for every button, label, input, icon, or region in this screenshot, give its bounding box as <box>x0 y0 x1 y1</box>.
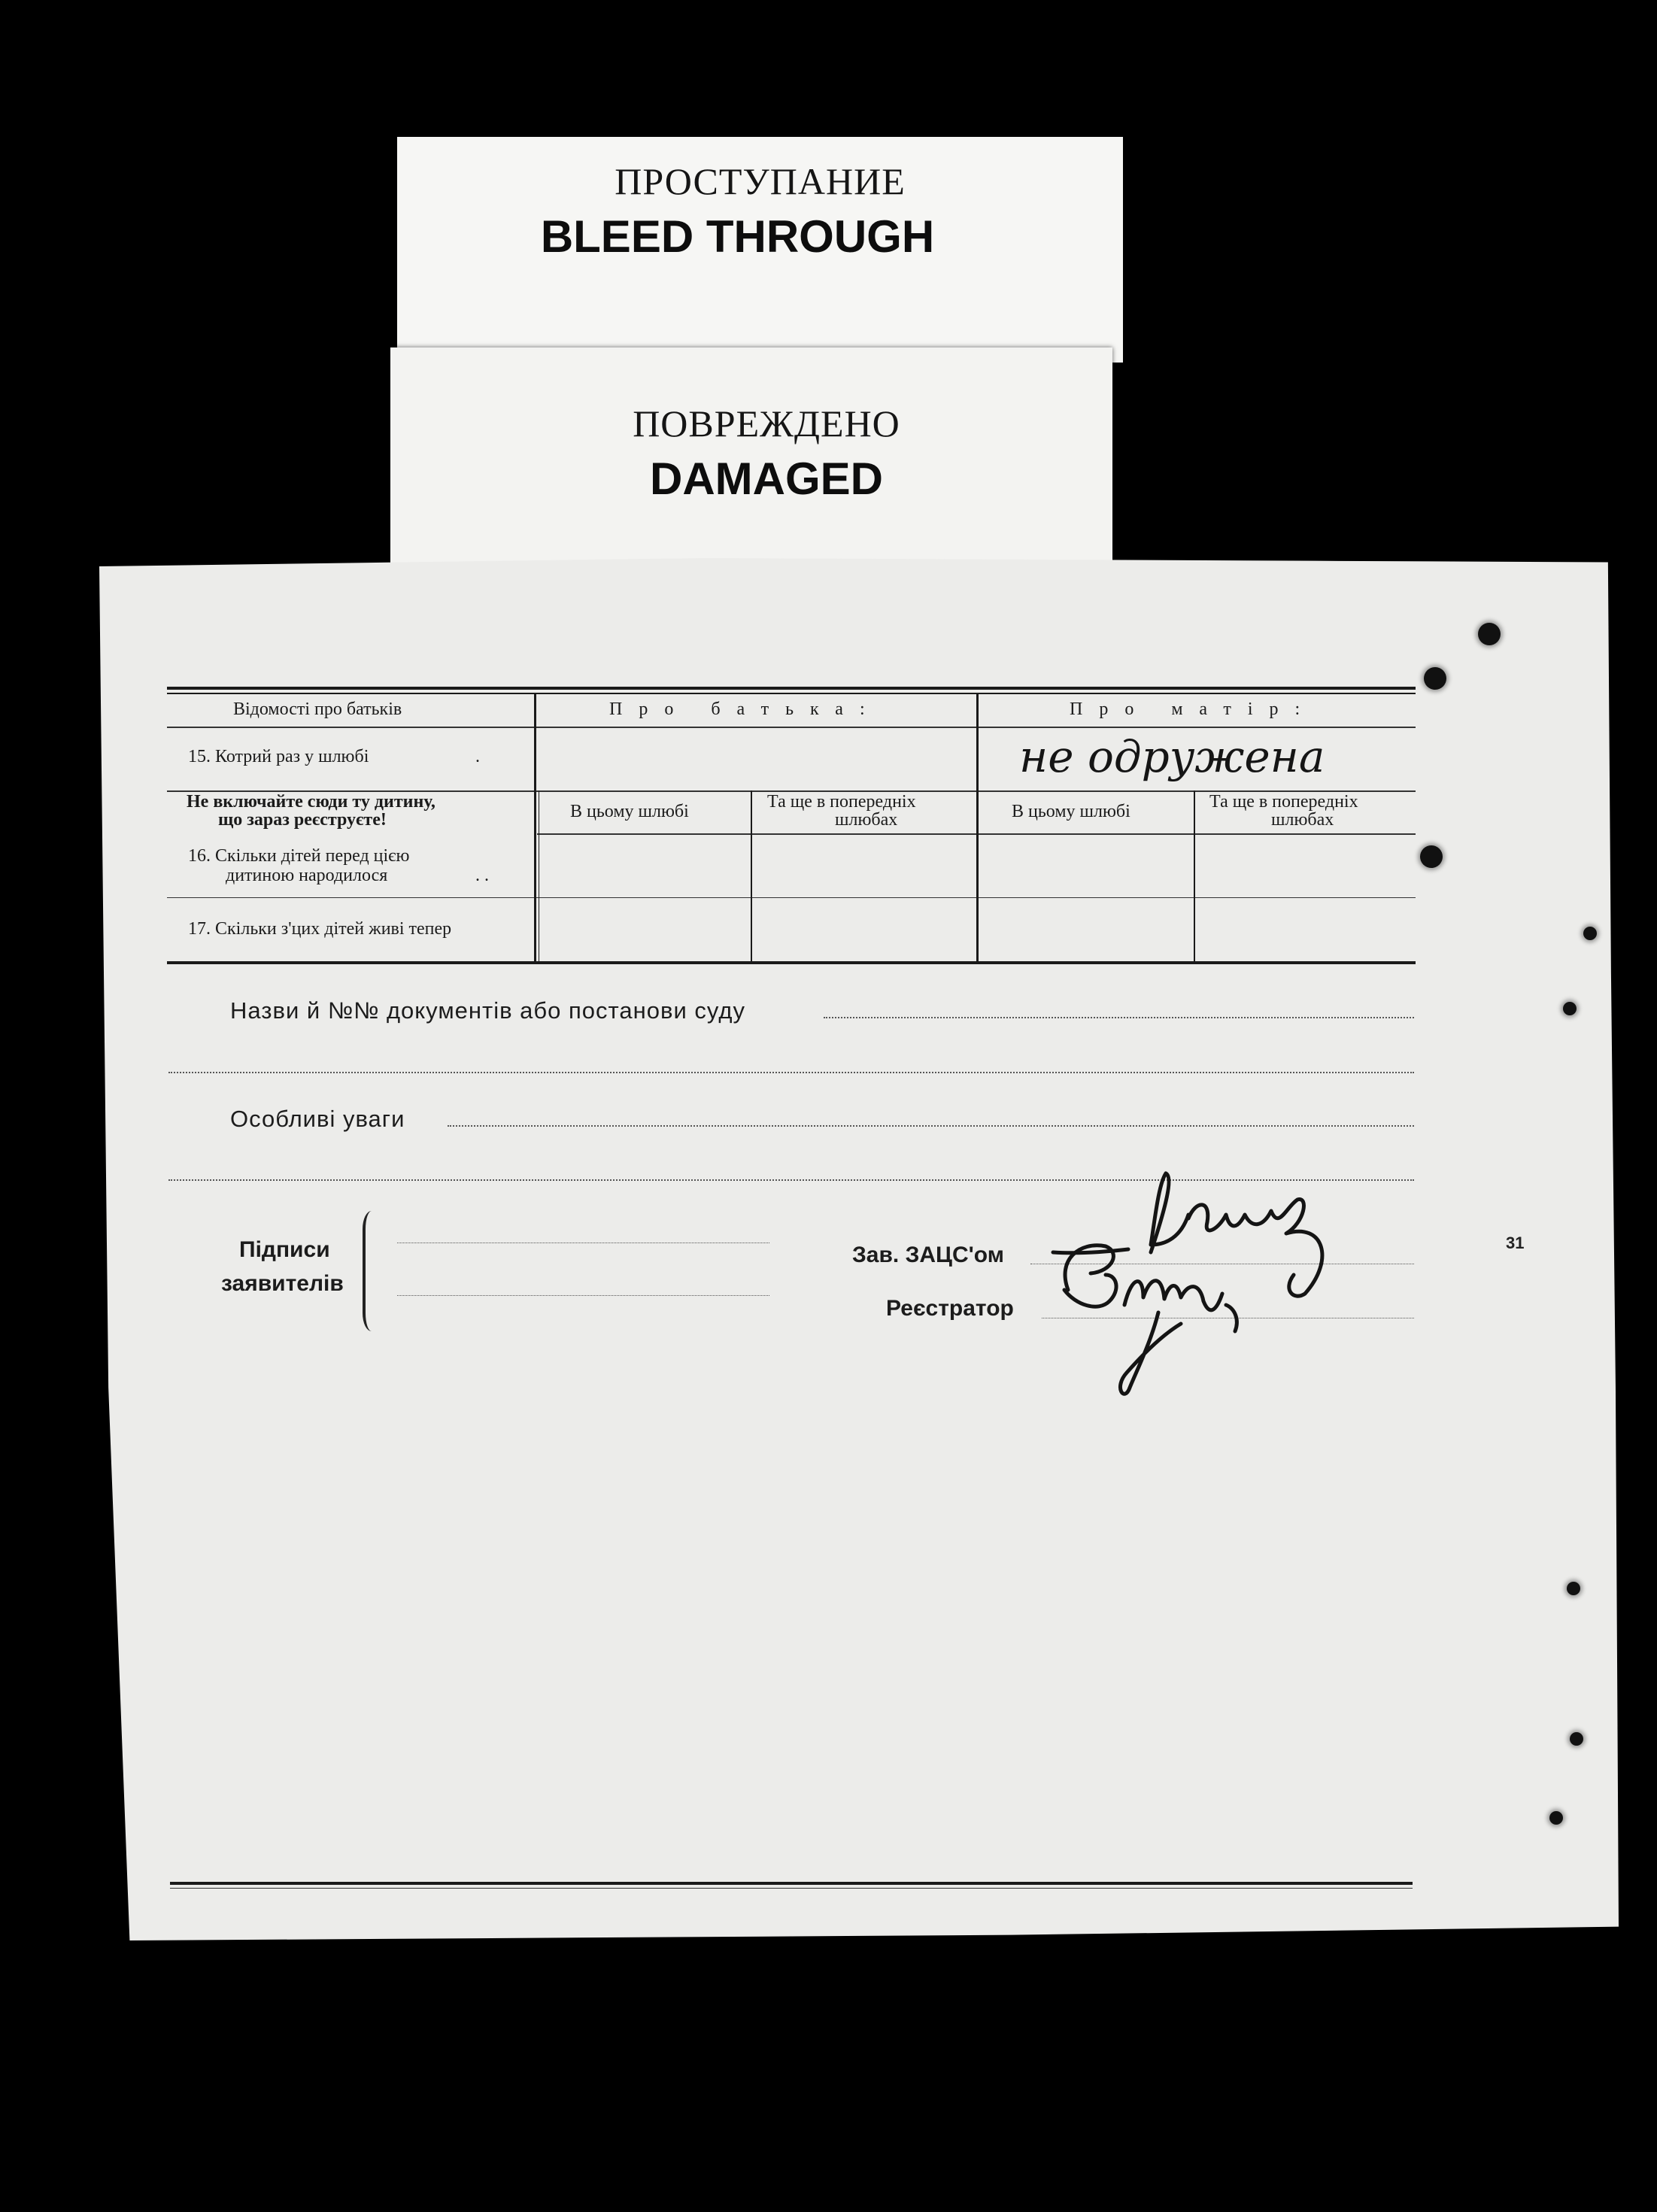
punch-hole <box>1549 1811 1563 1825</box>
remarks-line <box>448 1125 1414 1127</box>
head-of-registry-label: Зав. ЗАЦС'ом <box>852 1243 1004 1267</box>
row15-mother-value: не одружена <box>1019 731 1325 782</box>
punch-hole <box>1570 1732 1583 1746</box>
damaged-ru: ПОВРЕЖДЕНО <box>633 402 900 445</box>
bleed-through-en: BLEED THROUGH <box>540 211 935 262</box>
handwritten-signature <box>1038 1162 1354 1418</box>
row16-dots: . . <box>475 866 489 885</box>
bleed-through-ru: ПРОСТУПАНИЕ <box>615 160 906 202</box>
registrar-label: Реєстратор <box>886 1296 1014 1321</box>
note-exclude-line1: Не включайте сюди ту дитину, <box>187 792 435 812</box>
bottom-rule-thin <box>170 1888 1413 1889</box>
bleed-through-card <box>397 137 1123 363</box>
subheader-father-this: В цьому шлюбі <box>570 802 689 821</box>
header-father: Про батька: <box>609 699 882 719</box>
row17-label: 17. Скільки з'цих дітей живі тепер <box>188 919 452 939</box>
subheader-mother-previous-l1: Та ще в попередніх <box>1209 792 1358 812</box>
punch-hole <box>1424 667 1446 690</box>
note-exclude-line2: що зараз реєструєте! <box>218 810 387 830</box>
margin-mark: 31 <box>1506 1233 1525 1252</box>
bottom-rule <box>170 1882 1413 1885</box>
remarks-label: Особливі уваги <box>230 1106 405 1132</box>
documents-label: Назви й №№ документів або постанови суду <box>230 997 745 1024</box>
damaged-en: DAMAGED <box>650 454 883 504</box>
applicants-signatures-l2: заявителів <box>221 1271 344 1296</box>
subheader-father-previous-l1: Та ще в попередніх <box>767 792 916 812</box>
subheader-father-previous-l2: шлюбах <box>835 810 898 830</box>
header-mother: Про матір: <box>1070 699 1317 719</box>
punch-hole <box>1478 623 1501 645</box>
subheader-mother-previous-l2: шлюбах <box>1271 810 1334 830</box>
documents-line-2 <box>168 1072 1414 1073</box>
applicants-signatures-l1: Підписи <box>239 1237 330 1262</box>
punch-hole <box>1420 845 1443 868</box>
header-parents-info: Відомості про батьків <box>233 699 402 719</box>
documents-line <box>824 1017 1414 1018</box>
subheader-mother-this: В цьому шлюбі <box>1012 802 1130 821</box>
punch-hole <box>1563 1002 1577 1015</box>
row15-dots: . <box>475 747 480 766</box>
applicant-signature-line-2 <box>397 1295 769 1296</box>
row15-label: 15. Котрий раз у шлюбі <box>188 747 369 766</box>
brace-icon <box>363 1211 381 1331</box>
row16-label-l1: 16. Скільки дітей перед цією <box>188 846 410 866</box>
row16-label-l2: дитиною народилося <box>226 866 388 885</box>
damaged-card <box>390 347 1112 566</box>
punch-hole <box>1583 927 1597 940</box>
punch-hole <box>1567 1582 1580 1595</box>
